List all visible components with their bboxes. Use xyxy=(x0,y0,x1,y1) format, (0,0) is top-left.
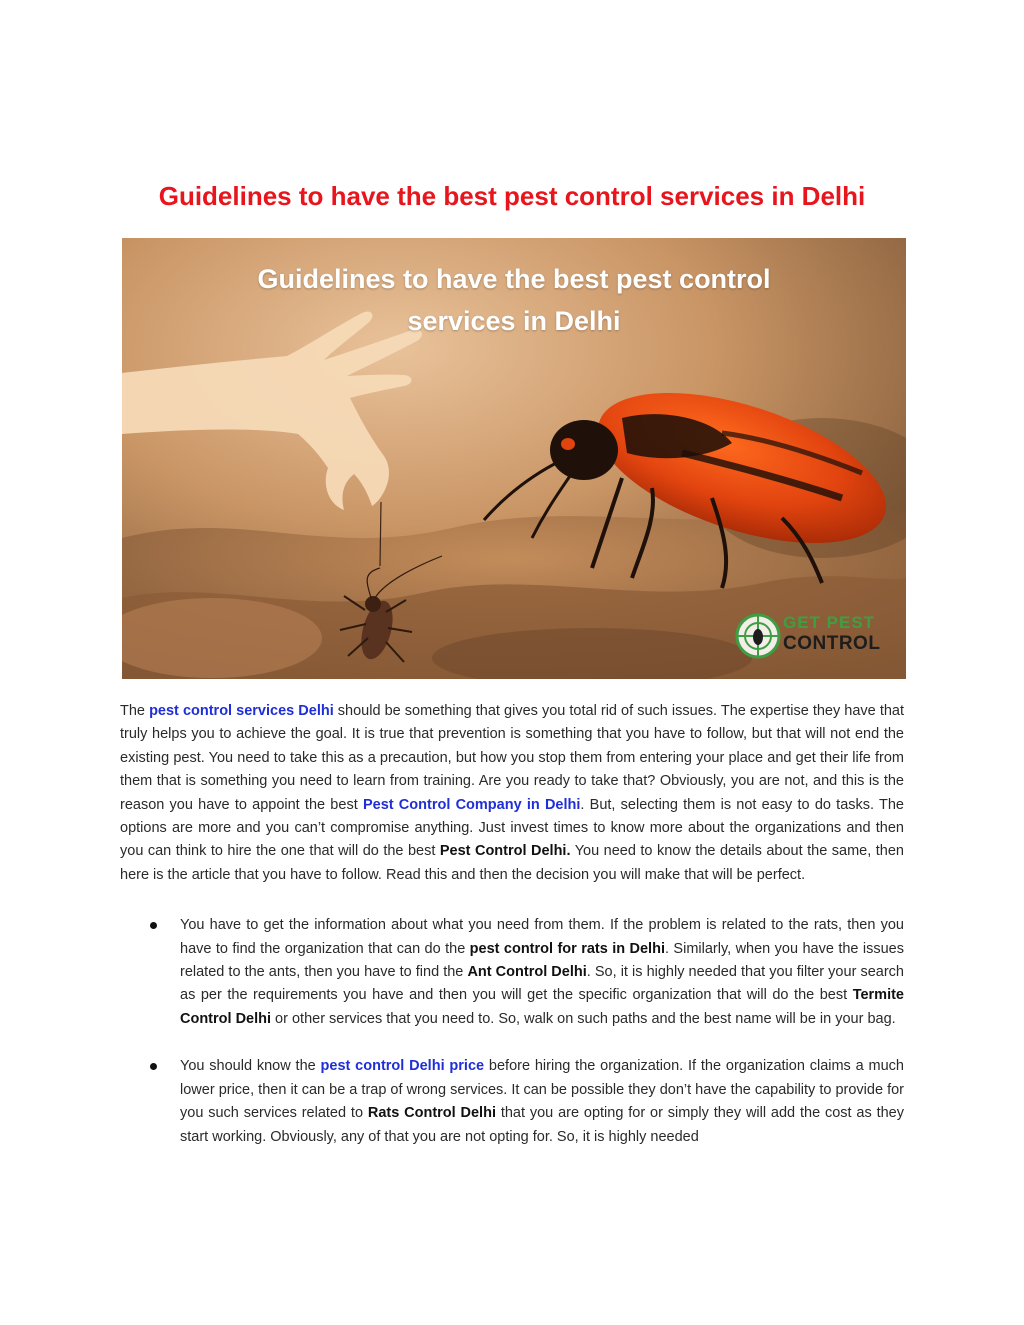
bold-ant-control: Ant Control Delhi xyxy=(467,964,587,981)
hero-heading xyxy=(122,258,906,342)
company-logo xyxy=(736,610,896,662)
article-body xyxy=(120,700,904,1173)
bullet-list xyxy=(120,914,904,1149)
logo-line2: CONTROL xyxy=(783,633,881,654)
bullet2-text-1: You should know the xyxy=(180,1058,321,1075)
link-pest-control-delhi-price[interactable]: pest control Delhi price xyxy=(320,1058,485,1075)
bullet1-text-3: . So, it is highly needed that you filter your search as per the requirements you have and then you will get the specific organization that will do the best xyxy=(180,964,904,1004)
list-item xyxy=(120,914,904,1031)
intro-text-2: should be something that gives you total rid of such issues. The expertise they have that truly helps you to achieve the goal. It is true that prevention is something that you have to follow, but that will not end the existing pest. You need to take this as a precaution, but how you stop them from entering your place and get their life from them that is something you need to learn from training. Are you ready to take that? Obviously, you are not, and this is the reason you have to appoint the best xyxy=(120,703,905,813)
intro-text-4: You need to know the details about the same, then here is the article that you have to follow. Read this and then the decision you will make that will be perfect. xyxy=(120,843,904,883)
intro-text-3: . But, selecting them is not easy to do tasks. The options are more and you can’t compromise anything. Just invest times to know more about the organizations and then you can think to hire the one that will do the best xyxy=(120,796,905,860)
intro-text-1: The xyxy=(120,703,150,719)
list-item xyxy=(120,1055,904,1149)
bullet1-text-1: You have to get the information about what you need from them. If the problem is related to the rats, then you have to find the organization that can do the xyxy=(180,917,904,957)
bullet1-text-2: . Similarly, when you have the issues related to the ants, then you have to find the xyxy=(180,940,904,981)
bold-rats-control: Rats Control Delhi xyxy=(367,1105,496,1122)
bullet-dot-icon xyxy=(150,922,157,929)
bold-rats-delhi: pest control for rats in Delhi xyxy=(469,940,665,957)
bullet-dot-icon xyxy=(150,1063,157,1070)
intro-paragraph xyxy=(120,700,904,887)
logo-text xyxy=(783,612,880,654)
bullet2-text-3: that you are opting for or simply they will add the cost as they start working. Obviously, any of that you are not opting for. So, it is highly needed xyxy=(180,1105,904,1145)
logo-line1: GET PEST xyxy=(783,613,876,632)
bullet1-text-4: or other services that you need to. So, walk on such paths and the best name will be in your bag. xyxy=(271,1010,896,1027)
link-pest-control-services-delhi[interactable]: pest control services Delhi xyxy=(149,703,334,719)
link-pest-control-company-delhi[interactable]: Pest Control Company in Delhi xyxy=(362,796,581,813)
hero-image xyxy=(122,238,906,679)
bold-pest-control-delhi: Pest Control Delhi. xyxy=(439,843,571,860)
hero-heading-line1: Guidelines to have the best pest control xyxy=(257,264,771,294)
bold-termite-control: Termite Control Delhi xyxy=(180,987,904,1027)
bullet2-text-2: before hiring the organization. If the organization claims a much lower price, then it can be a trap of wrong services. It can be possible they don’t have the capability to provide for you such services related to xyxy=(180,1058,904,1122)
hero-heading-line2: services in Delhi xyxy=(407,306,621,336)
page-title: Guidelines to have the best pest control services in Delhi xyxy=(158,181,866,211)
